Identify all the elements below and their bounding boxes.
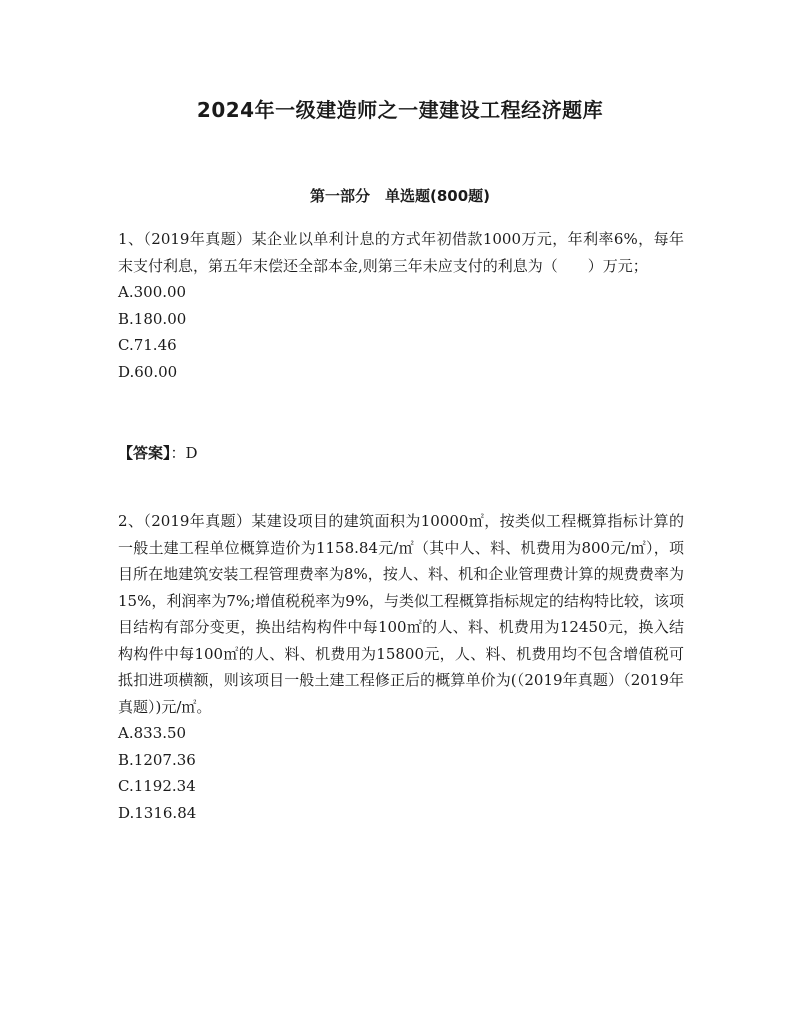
answer-label: 【答案】 [118, 444, 171, 462]
option-b: B.180.00 [118, 309, 187, 328]
answer-value: ：D [170, 444, 198, 462]
option-a: A.833.50 [118, 724, 187, 742]
option-d: D.1316.84 [118, 803, 197, 822]
question-stem: 2、（2019年真题）某建设项目的建筑面积为10000㎡，按类似工程概算指标计算的一般土建工程单位概算造价为1158.84元/㎡（其中人、料、机费用为800元/㎡），项目所在地建筑安装工程管理费率为8%，按人、料、机和企业管理费计算的规费费率为15%，利润率为7%;增值税税率为9%，与类似工程概算指标规定的结构特比较，该项目结构有部分变更，换出结构构件中每100㎡的人、料、机费用为12450元，换入结构构件中每100㎡的人、料、机费用为15800元，人、料、机费用均不包含增值税可抵扣进项横额，则该项目一般土建工程修正后的概算单价为(（2019年真题）（2019年真题）)元/㎡。 [118, 512, 684, 716]
option-b: B.1207.36 [118, 750, 196, 769]
question-1 [118, 226, 684, 385]
section-title: 第一部分 单选题(800题) [309, 187, 491, 205]
option-a: A.300.00 [118, 283, 187, 301]
option-c: C.71.46 [118, 336, 177, 354]
answer-line [118, 440, 198, 466]
option-d: D.60.00 [118, 362, 178, 381]
document-title: 2024年一级建造师之一建建设工程经济题库 [196, 98, 604, 122]
question-stem: 1、（2019年真题）某企业以单利计息的方式年初借款1000万元，年利率6%，每年末支付利息，第五年末偿还全部本金,则第三年未应支付的利息为（ ）万元； [118, 230, 684, 275]
question-2 [118, 508, 684, 826]
option-c: C.1192.34 [118, 777, 196, 795]
